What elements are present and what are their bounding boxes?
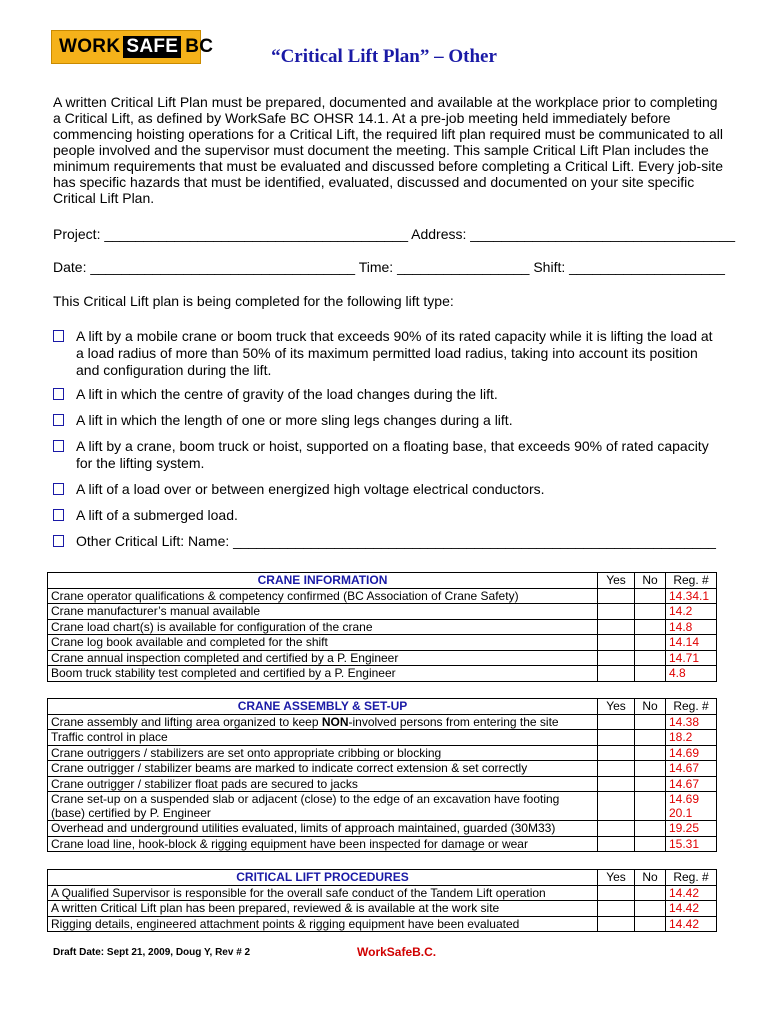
reg-header: Reg. # xyxy=(666,870,717,886)
table-row xyxy=(48,730,717,746)
reg-number: 14.42 xyxy=(666,916,717,932)
checkbox-icon[interactable] xyxy=(53,330,64,342)
yes-cell[interactable] xyxy=(598,901,635,917)
no-cell[interactable] xyxy=(635,666,666,682)
check-item: Crane outrigger / stabilizer beams are marked to indicate correct extension & set correctly xyxy=(48,761,598,777)
reg-number: 14.34.1 xyxy=(666,588,717,604)
reg-number: 14.67 xyxy=(666,776,717,792)
footer-brand: WorkSafeB.C. xyxy=(357,945,437,959)
no-cell[interactable] xyxy=(635,761,666,777)
project-address-line[interactable]: Project: _______________________________________ Address: __________________________________ xyxy=(53,226,735,242)
yes-cell[interactable] xyxy=(598,885,635,901)
reg-number: 14.67 xyxy=(666,761,717,777)
lift-option-label: A lift by a crane, boom truck or hoist, supported on a floating base, that exceeds 90% of rated capacity for the lifting system. xyxy=(76,438,709,471)
logo-work: WORK xyxy=(59,36,121,57)
yes-header: Yes xyxy=(598,573,635,589)
no-cell[interactable] xyxy=(635,635,666,651)
table-row xyxy=(48,836,717,852)
no-header: No xyxy=(635,573,666,589)
yes-cell[interactable] xyxy=(598,916,635,932)
check-item: Rigging details, engineered attachment points & rigging equipment have been evaluated xyxy=(48,916,598,932)
yes-cell[interactable] xyxy=(598,604,635,620)
lift-option-label: A lift in which the length of one or more sling legs changes during a lift. xyxy=(76,412,513,428)
critical-lift-procedures-table xyxy=(47,869,717,932)
table-row xyxy=(48,635,717,651)
reg-number: 14.2 xyxy=(666,604,717,620)
yes-cell[interactable] xyxy=(598,666,635,682)
checkbox-icon[interactable] xyxy=(53,388,64,400)
no-cell[interactable] xyxy=(635,588,666,604)
yes-cell[interactable] xyxy=(598,635,635,651)
crane-assembly-table xyxy=(47,698,717,852)
section-title: CRANE ASSEMBLY & SET-UP xyxy=(48,699,598,715)
lift-option-label: Other Critical Lift: Name: ______________________________________________________________ xyxy=(76,533,716,549)
check-item: Crane operator qualifications & competency confirmed (BC Association of Crane Safety) xyxy=(48,588,598,604)
logo-bc: BC xyxy=(185,36,214,57)
intro-paragraph: A written Critical Lift Plan must be prepared, documented and available at the workplace prior to completing a Critical Lift, as defined by WorkSafe BC OHSR 14.1. At a pre-job meeting held immediately before commencing hoisting operations for a Critical Lift, the required lift plan required must be communicated to all people involved and the supervisor must document the meeting. This sample Critical Lift Plan includes the minimum requirements that must be evaluated and discussed before completing a Critical Lift. Every job-site has specific hazards that must be identified, evaluated, discussed and documented on your site specific Critical Lift Plan. xyxy=(53,94,723,206)
check-item: Overhead and underground utilities evaluated, limits of approach maintained, guarded (30M33) xyxy=(48,821,598,837)
reg-number: 19.25 xyxy=(666,821,717,837)
yes-header: Yes xyxy=(598,870,635,886)
table-row xyxy=(48,901,717,917)
check-item-text: Crane assembly and lifting area organized to keep xyxy=(51,714,322,729)
check-item-emphasis: NON xyxy=(321,714,349,729)
table-row xyxy=(48,916,717,932)
table-row xyxy=(48,885,717,901)
no-cell[interactable] xyxy=(635,821,666,837)
table-row xyxy=(48,714,717,730)
reg-number: 14.71 xyxy=(666,650,717,666)
table-row xyxy=(48,776,717,792)
check-item: A Qualified Supervisor is responsible for the overall safe conduct of the Tandem Lift operation xyxy=(48,885,598,901)
lift-option-label: A lift of a submerged load. xyxy=(76,507,238,523)
lift-option-label: A lift of a load over or between energized high voltage electrical conductors. xyxy=(76,481,545,497)
check-item xyxy=(48,792,598,821)
table-row xyxy=(48,761,717,777)
table-row xyxy=(48,619,717,635)
check-item xyxy=(48,714,598,730)
yes-cell[interactable] xyxy=(598,792,635,821)
reg-header: Reg. # xyxy=(666,699,717,715)
yes-cell[interactable] xyxy=(598,761,635,777)
no-cell[interactable] xyxy=(635,650,666,666)
check-item: Crane load line, hook-block & rigging equipment have been inspected for damage or wear xyxy=(48,836,598,852)
yes-cell[interactable] xyxy=(598,745,635,761)
no-cell[interactable] xyxy=(635,745,666,761)
yes-cell[interactable] xyxy=(598,821,635,837)
checkbox-icon[interactable] xyxy=(53,483,64,495)
table-row xyxy=(48,604,717,620)
no-header: No xyxy=(635,870,666,886)
yes-cell[interactable] xyxy=(598,714,635,730)
no-cell[interactable] xyxy=(635,714,666,730)
reg-number: 14.42 xyxy=(666,901,717,917)
checkbox-icon[interactable] xyxy=(53,414,64,426)
table-row xyxy=(48,650,717,666)
no-cell[interactable] xyxy=(635,836,666,852)
yes-cell[interactable] xyxy=(598,776,635,792)
yes-cell[interactable] xyxy=(598,730,635,746)
table-row xyxy=(48,821,717,837)
no-cell[interactable] xyxy=(635,776,666,792)
check-item: Crane manufacturer’s manual available xyxy=(48,604,598,620)
draft-date: Draft Date: Sept 21, 2009, Doug Y, Rev # 2 xyxy=(53,947,251,958)
no-cell[interactable] xyxy=(635,730,666,746)
no-cell[interactable] xyxy=(635,901,666,917)
no-cell[interactable] xyxy=(635,604,666,620)
table-row xyxy=(48,666,717,682)
reg-number: 15.31 xyxy=(666,836,717,852)
reg-number: 14.69 xyxy=(666,745,717,761)
reg-number: 4.8 xyxy=(666,666,717,682)
check-item: Crane outriggers / stabilizers are set onto appropriate cribbing or blocking xyxy=(48,745,598,761)
check-item: Crane load chart(s) is available for configuration of the crane xyxy=(48,619,598,635)
reg-number: 18.2 xyxy=(666,730,717,746)
date-time-shift-line[interactable]: Date: __________________________________ Time: _________________ Shift: ____________________ xyxy=(53,259,725,275)
reg-header: Reg. # xyxy=(666,573,717,589)
check-item: Boom truck stability test completed and certified by a P. Engineer xyxy=(48,666,598,682)
yes-cell[interactable] xyxy=(598,588,635,604)
table-row xyxy=(48,588,717,604)
check-item: Crane log book available and completed for the shift xyxy=(48,635,598,651)
reg-number-line: 20.1 xyxy=(669,806,693,820)
check-item: A written Critical Lift plan has been prepared, reviewed & is available at the work site xyxy=(48,901,598,917)
lift-option-label: A lift in which the centre of gravity of the load changes during the lift. xyxy=(76,386,498,402)
checkbox-icon[interactable] xyxy=(53,440,64,452)
no-cell[interactable] xyxy=(635,916,666,932)
check-item-text: Crane set-up on a suspended slab or adjacent (close) to the edge of an excavation have footing xyxy=(51,792,560,806)
checkbox-icon[interactable] xyxy=(53,535,64,547)
no-cell[interactable] xyxy=(635,619,666,635)
yes-cell[interactable] xyxy=(598,650,635,666)
reg-number: 14.8 xyxy=(666,619,717,635)
reg-number: 14.38 xyxy=(666,714,717,730)
reg-number: 14.14 xyxy=(666,635,717,651)
yes-header: Yes xyxy=(598,699,635,715)
table-row xyxy=(48,745,717,761)
lift-type-lead: This Critical Lift plan is being completed for the following lift type: xyxy=(53,293,454,309)
check-item: Crane annual inspection completed and certified by a P. Engineer xyxy=(48,650,598,666)
logo-safe: SAFE xyxy=(123,36,181,58)
yes-cell[interactable] xyxy=(598,619,635,635)
reg-number xyxy=(666,792,717,821)
section-title: CRITICAL LIFT PROCEDURES xyxy=(48,870,598,886)
page-title: “Critical Lift Plan” – Other xyxy=(271,46,497,67)
check-item-text: (base) certified by P. Engineer xyxy=(51,806,211,820)
table-row xyxy=(48,792,717,821)
check-item: Traffic control in place xyxy=(48,730,598,746)
yes-cell[interactable] xyxy=(598,836,635,852)
crane-information-table xyxy=(47,572,717,682)
checkbox-icon[interactable] xyxy=(53,509,64,521)
reg-number-line: 14.69 xyxy=(669,792,700,806)
no-header: No xyxy=(635,699,666,715)
lift-option-label: A lift by a mobile crane or boom truck that exceeds 90% of its rated capacity while it is lifting the load at a load radius of more than 50% of its maximum permitted load radius, taking into account its position and configuration during the lift. xyxy=(76,328,713,378)
check-item: Crane outrigger / stabilizer float pads are secured to jacks xyxy=(48,776,598,792)
section-title: CRANE INFORMATION xyxy=(48,573,598,589)
no-cell[interactable] xyxy=(635,792,666,821)
no-cell[interactable] xyxy=(635,885,666,901)
check-item-text: -involved persons from entering the site xyxy=(348,714,559,729)
reg-number: 14.42 xyxy=(666,885,717,901)
